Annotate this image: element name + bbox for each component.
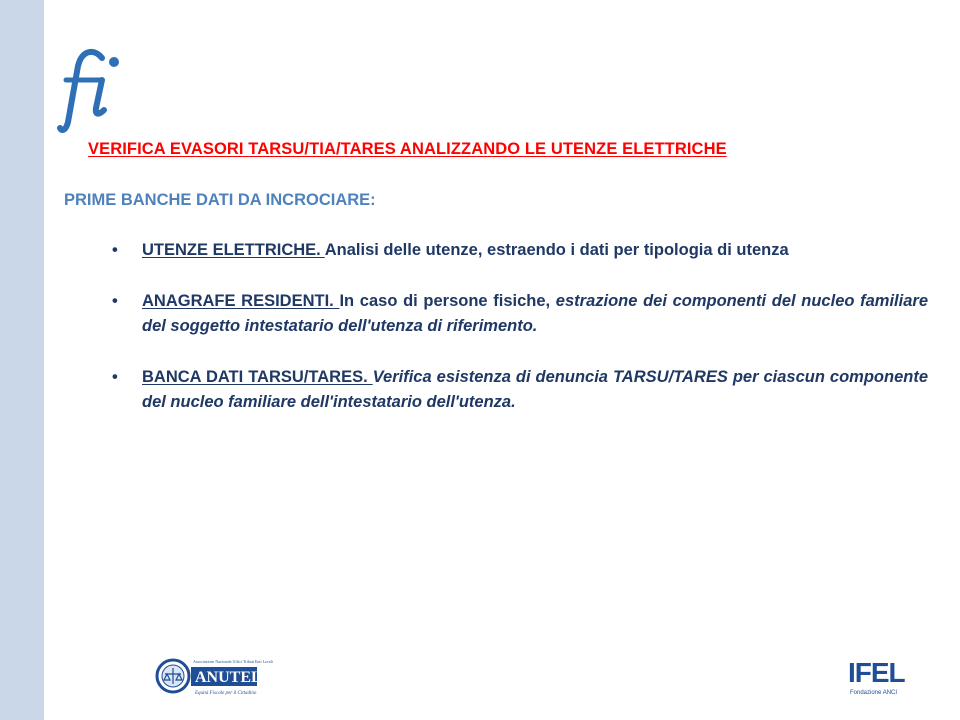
bullet-body: In caso di persone fisiche, (339, 292, 556, 310)
bullet-body-italic: estrazione dei componenti del nucleo familiare del soggetto intestatario dell'utenza di riferimento. (142, 292, 928, 335)
anutel-name: ANUTEL (195, 669, 262, 686)
bullet-banca-dati (110, 365, 928, 415)
bullet-heading: BANCA DATI TARSU/TARES. (142, 368, 373, 386)
ifel-name: IFEL (848, 657, 905, 688)
bullet-body: Analisi delle utenze, estraendo i dati per tipologia di utenza (324, 241, 789, 259)
section-subtitle: PRIME BANCHE DATI DA INCROCIARE: (64, 191, 376, 209)
side-band (0, 0, 44, 720)
anutel-top-text: Associazione Nazionale Uffici Tributi Enti Locali (193, 659, 273, 664)
slide-title: VERIFICA EVASORI TARSU/TIA/TARES ANALIZZANDO LE UTENZE ELETTRICHE (88, 140, 727, 158)
bullet-list (110, 238, 928, 441)
fi-logo-icon (58, 44, 124, 134)
bullet-body-italic: Verifica esistenza di denuncia TARSU/TARES per ciascun componente del nucleo familiare dell'intestatario dell'utenza. (142, 368, 928, 411)
anutel-tagline: Equità Fiscale per il Cittadino (195, 691, 257, 696)
bullet-utenze (110, 238, 928, 263)
bullet-heading: ANAGRAFE RESIDENTI. (142, 292, 340, 310)
bullet-dot: • (112, 368, 118, 386)
bullet-dot: • (112, 292, 118, 310)
bullet-anagrafe (110, 289, 928, 339)
anutel-logo (155, 654, 273, 698)
ifel-sub: Fondazione ANCI (850, 690, 898, 696)
bullet-heading: UTENZE ELETTRICHE. (142, 241, 325, 259)
ifel-logo (846, 652, 910, 698)
bullet-dot: • (112, 241, 118, 259)
